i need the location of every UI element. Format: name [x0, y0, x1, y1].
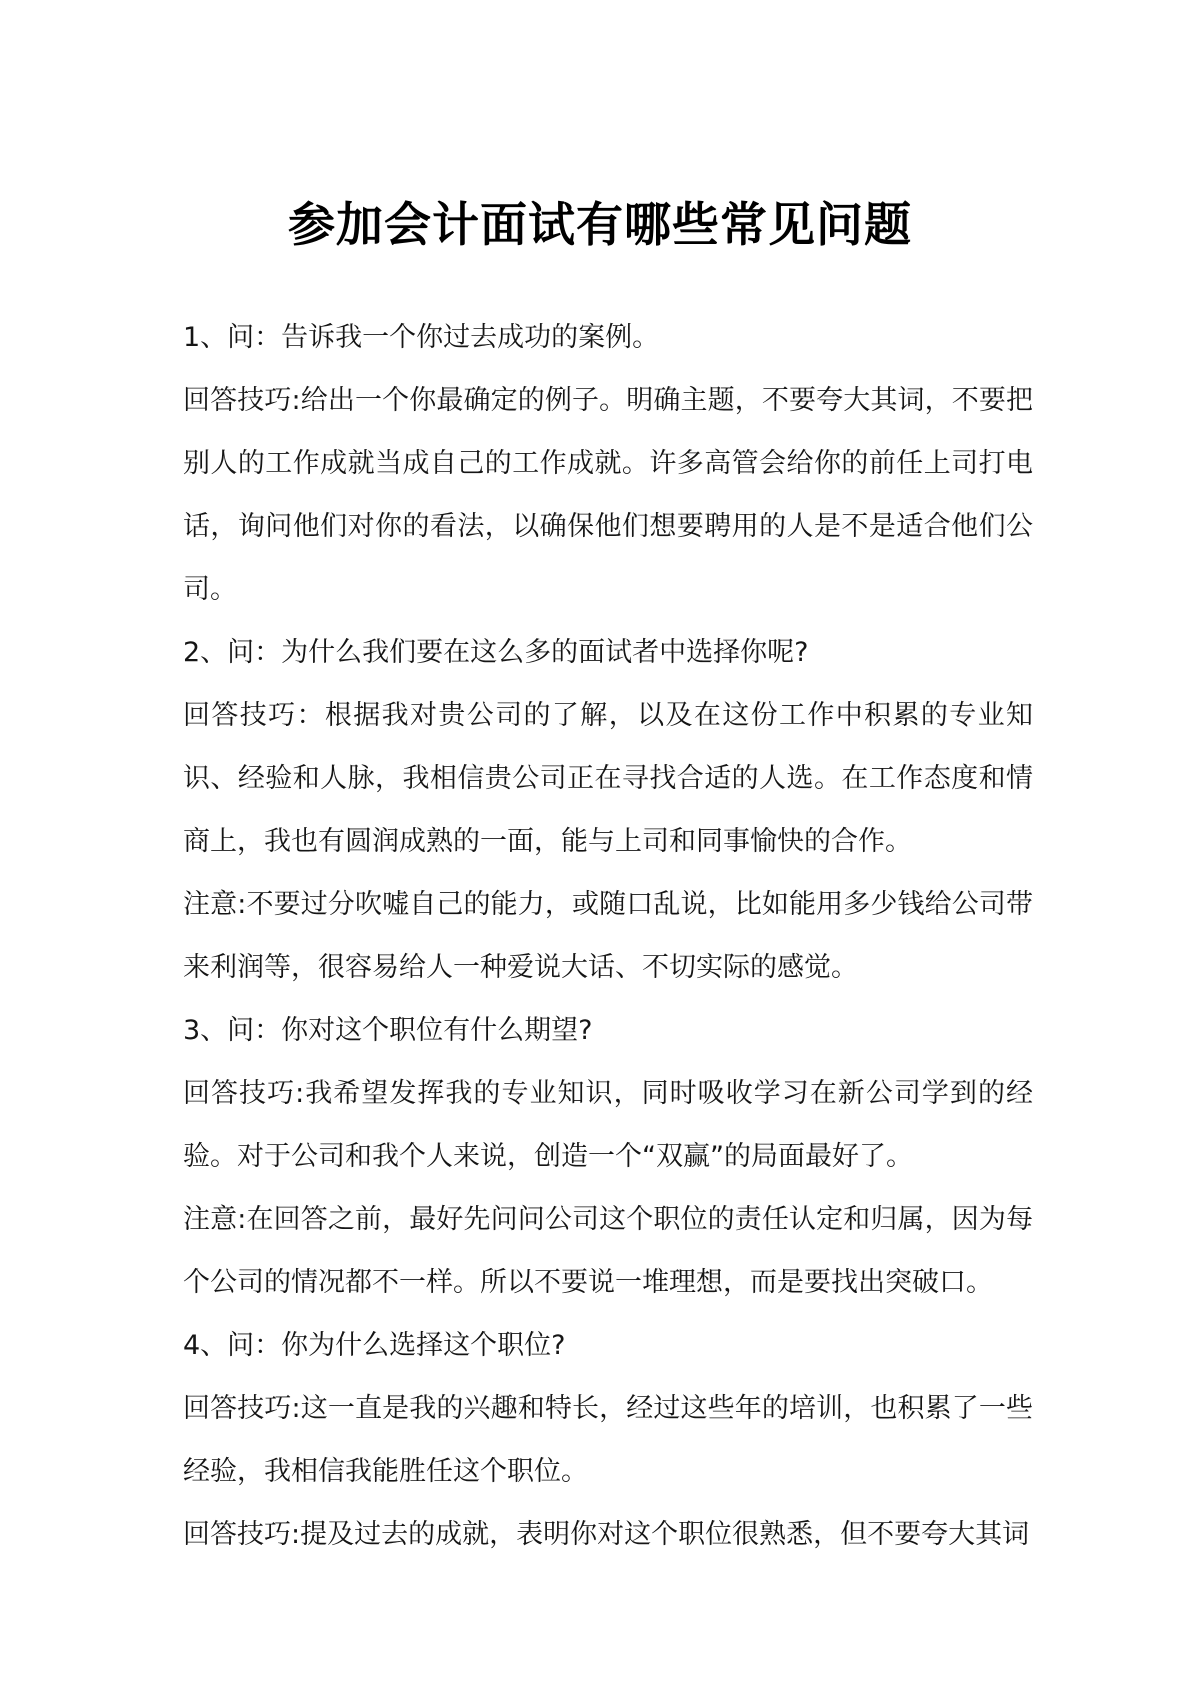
document-title: 参加会计面试有哪些常见问题 [288, 198, 912, 254]
question-2: 2、问：为什么我们要在这么多的面试者中选择你呢? [183, 637, 809, 668]
answer-tip-4b: 回答技巧:提及过去的成就，表明你对这个职位很熟悉，但不要夸大其词 [183, 1519, 1030, 1550]
document-body [183, 306, 1033, 1566]
note-3: 注意:在回答之前，最好先问问公司这个职位的责任认定和归属，因为每个公司的情况都不一样。所以不要说一堆理想，而是要找出突破口。 [183, 1204, 1033, 1298]
answer-tip-4: 回答技巧:这一直是我的兴趣和特长，经过这些年的培训，也积累了一些经验，我相信我能胜任这个职位。 [183, 1393, 1033, 1487]
question-4: 4、问：你为什么选择这个职位? [183, 1330, 566, 1361]
answer-tip-1: 回答技巧:给出一个你最确定的例子。明确主题，不要夸大其词，不要把别人的工作成就当成自己的工作成就。许多高管会给你的前任上司打电话，询问他们对你的看法，以确保他们想要聘用的人是不是适合他们公司。 [183, 385, 1033, 605]
question-1: 1、问：告诉我一个你过去成功的案例。 [183, 322, 660, 353]
answer-tip-2: 回答技巧：根据我对贵公司的了解，以及在这份工作中积累的专业知识、经验和人脉，我相信贵公司正在寻找合适的人选。在工作态度和情商上，我也有圆润成熟的一面，能与上司和同事愉快的合作。 [183, 700, 1033, 857]
question-3: 3、问：你对这个职位有什么期望? [183, 1015, 593, 1046]
answer-tip-3: 回答技巧:我希望发挥我的专业知识，同时吸收学习在新公司学到的经验。对于公司和我个人来说，创造一个“双赢”的局面最好了。 [183, 1078, 1033, 1172]
note-2: 注意:不要过分吹嘘自己的能力，或随口乱说，比如能用多少钱给公司带来利润等，很容易给人一种爱说大话、不切实际的感觉。 [183, 889, 1033, 983]
